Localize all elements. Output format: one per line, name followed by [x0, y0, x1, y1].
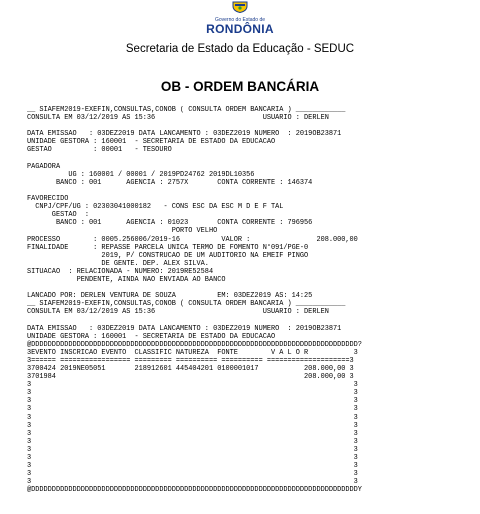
terminal-line: @DDDDDDDDDDDDDDDDDDDDDDDDDDDDDDDDDDDDDDDDDDDDDDDDDDDDDDDDDDDDDDDDDDDDDDDDDDDDDDDY — [27, 486, 362, 495]
terminal-line: 3700424 2019NE05051 218912601 445404201 0100001017 208.000,00 3 — [27, 365, 354, 373]
terminal-line: CONSULTA EM 03/12/2019 AS 15:36 USUARIO : DERLEN — [27, 308, 329, 317]
terminal-line: FAVORECIDO — [27, 195, 69, 204]
terminal-line: 3 3 — [27, 445, 358, 454]
coat-of-arms-icon — [232, 1, 248, 13]
terminal-line: BANCO : 001 AGENCIA : 2757X CONTA CORRENTE : 146374 — [27, 178, 313, 187]
terminal-line: GESTAO : 00001 - TESOURO — [27, 146, 172, 155]
terminal-line: UNIDADE GESTORA : 160001 - SECRETARIA DE ESTADO DA EDUCACAO — [27, 332, 276, 341]
terminal-line: DE GENTE. DEP. ALEX SILVA. — [27, 259, 209, 268]
terminal-line — [27, 187, 477, 195]
terminal-line — [27, 122, 477, 130]
terminal-line: LANCADO POR: DERLEN VENTURA DE SOUZA EM: 03DEZ2019 AS: 14:25 — [27, 292, 313, 301]
terminal-line: BANCO : 001 AGENCIA : 01023 CONTA CORRENTE : 796956 — [27, 219, 313, 228]
terminal-line: 3701984 208.000,00 3 — [27, 373, 354, 382]
terminal-line — [27, 155, 477, 163]
terminal-line: 3 3 — [27, 405, 358, 414]
terminal-line: 3 3 — [27, 478, 358, 487]
terminal-line: 3 3 — [27, 381, 358, 390]
terminal-line: PENDENTE, AINDA NAO ENVIADA AO BANCO — [27, 275, 226, 284]
terminal-line: 3 3 — [27, 413, 358, 422]
secretaria-title: Secretaria de Estado da Educação - SEDUC — [125, 43, 355, 55]
terminal-line: CONSULTA EM 03/12/2019 AS 15:36 USUARIO : DERLEN — [27, 114, 329, 123]
state-name: RONDÔNIA — [206, 22, 274, 36]
terminal-line: 3EVENTO INSCRICAO EVENTO CLASSIFIC NATUREZA FONTE V A L O R 3 — [27, 348, 358, 357]
document-title: OB - ORDEM BANCÁRIA — [160, 79, 320, 94]
terminal-line: DATA EMISSAO : 03DEZ2019 DATA LANCAMENTO : 03DEZ2019 NUMERO : 2019OB23871 — [27, 324, 342, 333]
terminal-line — [27, 284, 477, 292]
terminal-line: DATA EMISSAO : 03DEZ2019 DATA LANCAMENTO : 03DEZ2019 NUMERO : 2019OB23871 — [27, 130, 342, 139]
terminal-line: 3 3 — [27, 437, 358, 446]
terminal-line: FINALIDADE : REPASSE PARCELA UNICA TERMO DE FOMENTO N°091/PGE-0 — [27, 243, 309, 252]
terminal-line: 3 3 — [27, 454, 358, 463]
terminal-line: 3 3 — [27, 397, 358, 406]
terminal-line: 3====== ================= ========= ========== ========== ====================3 — [27, 356, 354, 365]
terminal-line: 3 3 — [27, 421, 358, 430]
terminal-line: 2019, P/ CONSTRUCAO DE UM AUDITORIO NA EMEIF PINGO — [27, 251, 309, 260]
terminal-screen — [27, 106, 477, 495]
terminal-line: UNIDADE GESTORA : 160001 - SECRETARIA DE ESTADO DA EDUCACAO — [27, 138, 276, 147]
terminal-line: PORTO VELHO — [27, 227, 218, 236]
terminal-line: 3 3 — [27, 470, 358, 479]
terminal-line: 3 3 — [27, 429, 358, 438]
terminal-line: __ SIAFEM2019-EXEFIN,CONSULTAS,CONOB ( CONSULTA ORDEM BANCARIA ) ____________ — [27, 300, 346, 309]
gov-label: Governo do Estado de — [214, 17, 266, 23]
terminal-line: UG : 160001 / 00001 / 2019PD24762 2019DL10356 — [27, 170, 255, 179]
terminal-line: GESTAO : — [27, 211, 90, 220]
terminal-line: 3 3 — [27, 389, 358, 398]
terminal-line: SITUACAO : RELACIONADA - NUMERO: 2019RE52584 — [27, 267, 214, 276]
terminal-line — [27, 316, 477, 324]
terminal-line: __ SIAFEM2019-EXEFIN,CONSULTAS,CONOB ( CONSULTA ORDEM BANCARIA ) ____________ — [27, 106, 346, 114]
terminal-line: PROCESSO : 0005.256006/2019-16 VALOR : 208.000,00 — [27, 235, 358, 244]
terminal-line: @DDDDDDDDDDDDDDDDDDDDDDDDDDDDDDDDDDDDDDDDDDDDDDDDDDDDDDDDDDDDDDDDDDDDDDDDDDDDDDD? — [27, 340, 362, 349]
terminal-line: 3 3 — [27, 462, 358, 471]
terminal-line: CNPJ/CPF/UG : 02303041000182 - CONS ESC DA ESC M D E F TAL — [27, 203, 284, 212]
terminal-line: PAGADORA — [27, 162, 61, 171]
government-logo — [0, 0, 480, 34]
